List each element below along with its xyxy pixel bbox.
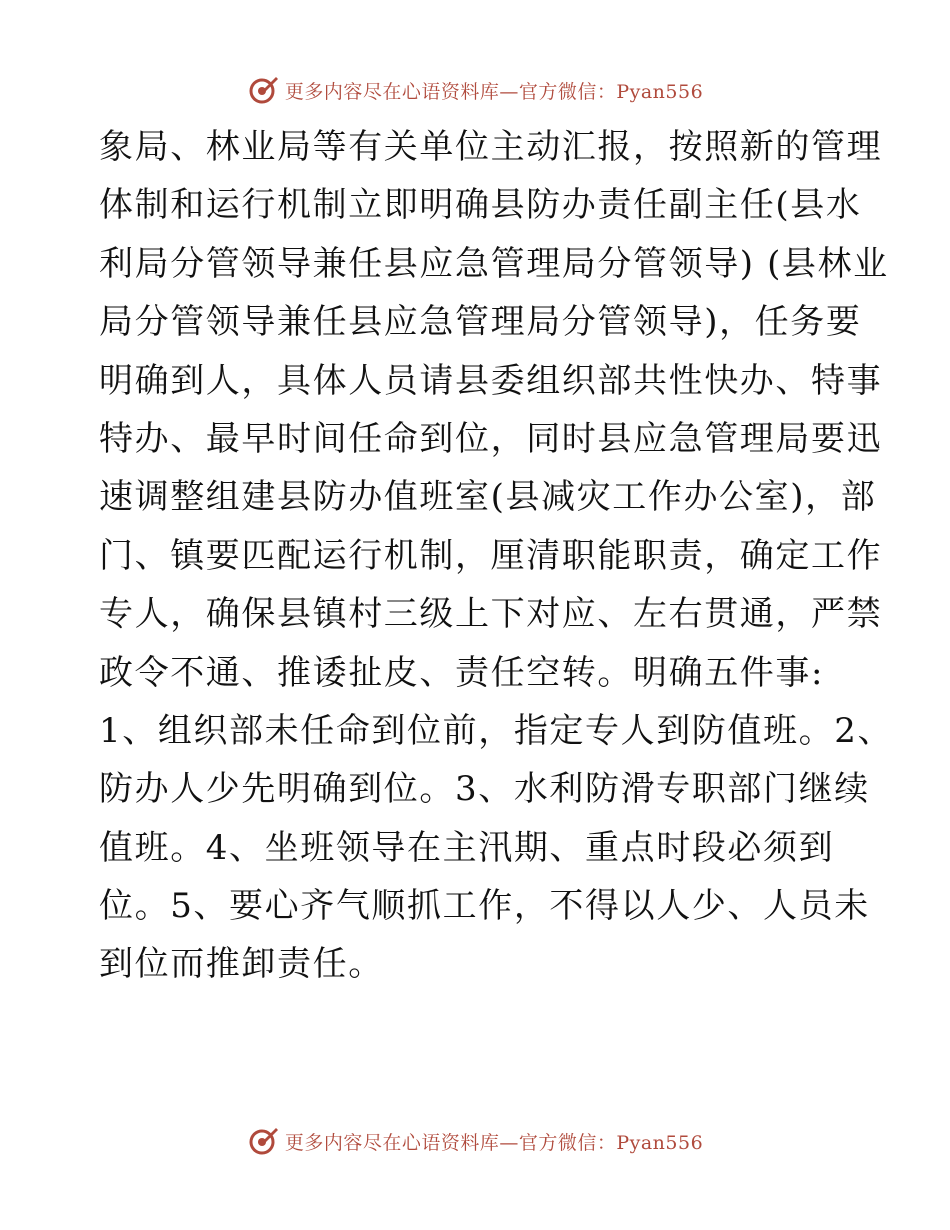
text-line: 象局、林业局等有关单位主动汇报，按照新的管理	[99, 127, 883, 167]
text-line: 门、镇要匹配运行机制，厘清职能职责，确定工作	[99, 535, 883, 576]
document-body	[99, 118, 894, 994]
text-line: 局分管领导兼任县应急管理局分管领导)，任务要	[99, 302, 862, 343]
watermark-text: 更多内容尽在心语资料库—官方微信：Pyan556	[284, 80, 704, 103]
text-line: 防办人少先明确到位。3、水利防滑专职部门继续	[99, 769, 870, 810]
text-line: 特办、最早时间任命到位，同时县应急管理局要迅	[99, 418, 883, 459]
pen-logo-icon	[247, 1125, 279, 1157]
text-line: 速调整组建县防办值班室(县减灾工作办公室)，部	[99, 477, 877, 518]
text-line: 专人，确保县镇村三级上下对应、左右贯通，严禁	[99, 594, 883, 635]
footer-watermark	[0, 1121, 950, 1161]
watermark-text: 更多内容尽在心语资料库—官方微信：Pyan556	[284, 1131, 704, 1154]
pen-logo-icon	[247, 74, 279, 106]
text-line: 政令不通、推诿扯皮、责任空转。明确五件事:	[99, 652, 825, 693]
text-line: 1、组织部未任命到位前，指定专人到防值班。2、	[99, 710, 894, 751]
text-line: 体制和运行机制立即明确县防办责任副主任(县水	[99, 185, 862, 226]
text-line: 到位而推卸责任。	[99, 944, 384, 985]
text-line: 明确到人，具体人员请县委组织部共性快办、特事	[99, 360, 883, 401]
text-line: 利局分管领导兼任县应急管理局分管领导) (县林业	[99, 243, 889, 284]
text-line: 位。5、要心齐气顺抓工作，不得以人少、人员未	[99, 886, 870, 927]
text-line: 值班。4、坐班领导在主汛期、重点时段必须到	[99, 827, 835, 868]
header-watermark	[0, 70, 950, 110]
